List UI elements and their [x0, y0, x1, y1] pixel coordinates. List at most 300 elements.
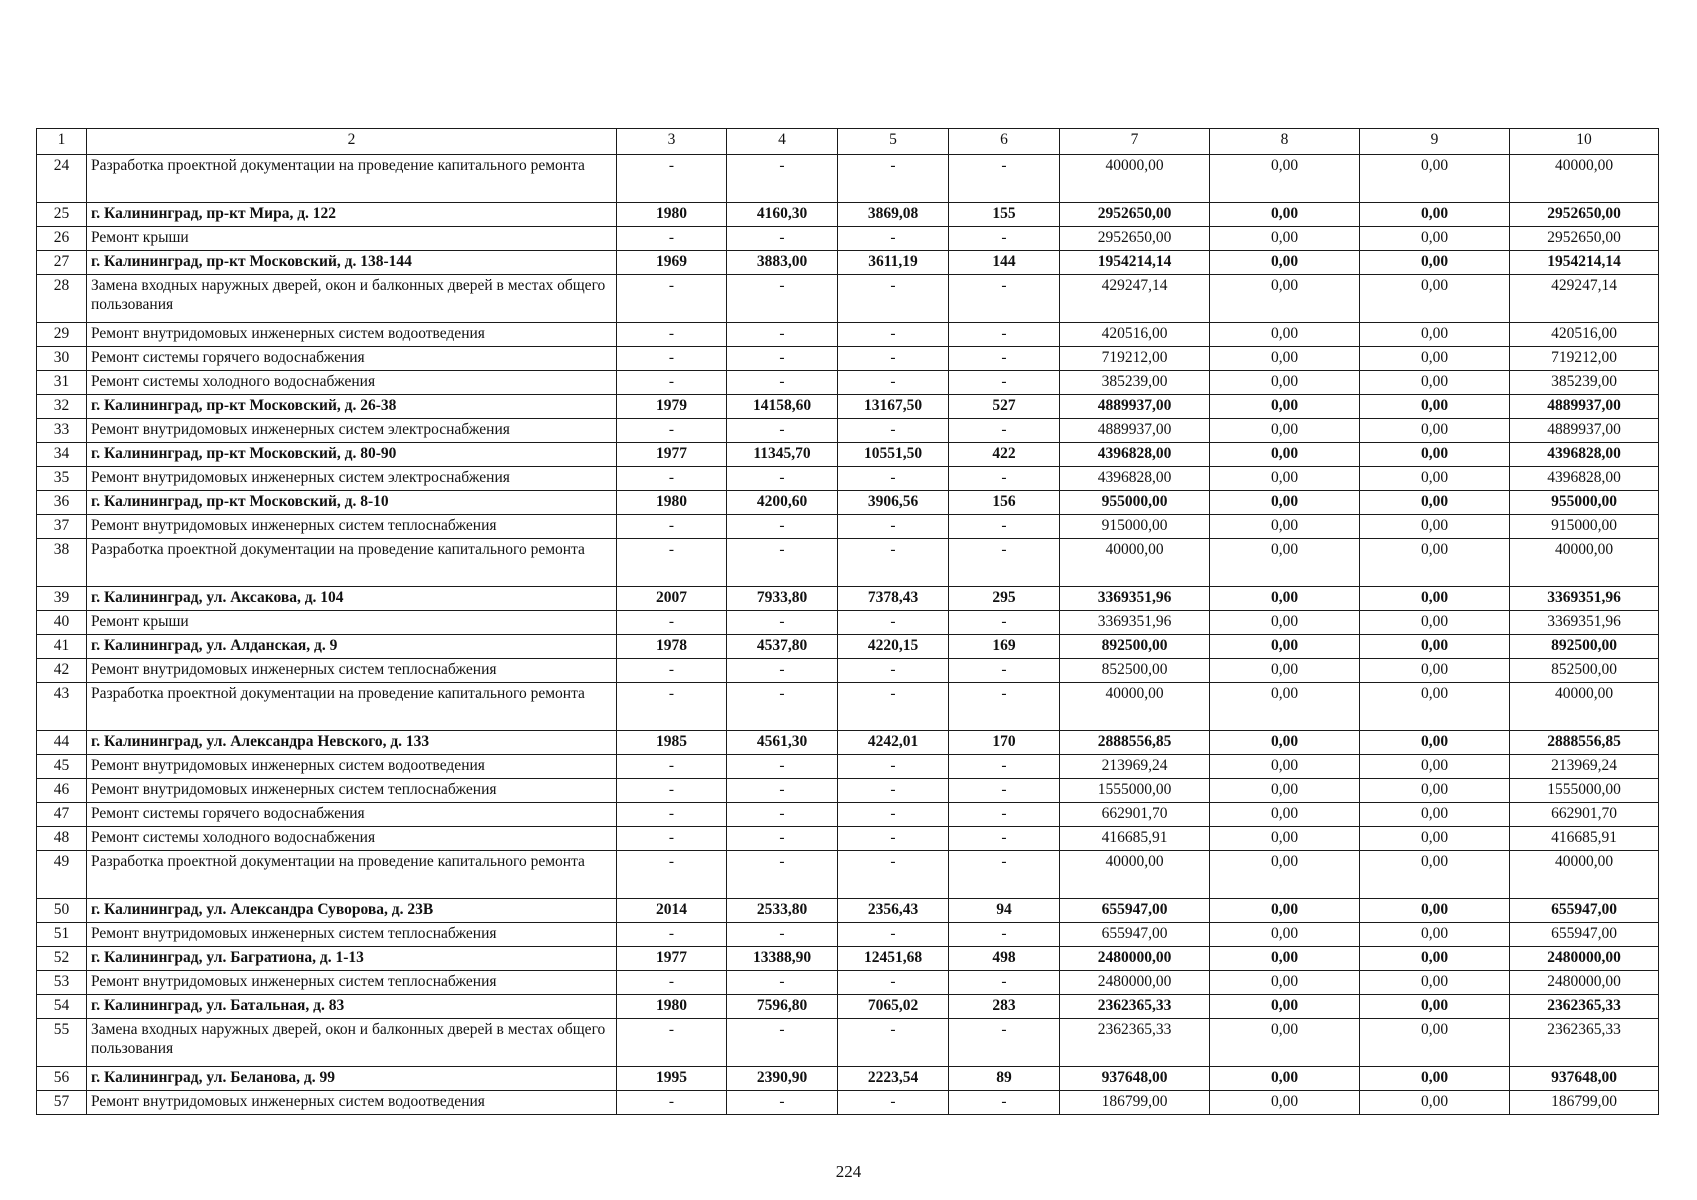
column-9-cell: 0,00	[1360, 899, 1510, 923]
column-10-cell: 4396828,00	[1510, 467, 1659, 491]
total-area-cell: -	[727, 539, 838, 587]
row-number-cell: 43	[37, 683, 87, 731]
living-area-cell: -	[838, 755, 949, 779]
column-10-cell: 385239,00	[1510, 371, 1659, 395]
total-area-cell: 7596,80	[727, 995, 838, 1019]
column-10-cell: 420516,00	[1510, 323, 1659, 347]
living-area-cell: 3869,08	[838, 203, 949, 227]
residents-cell: -	[949, 539, 1060, 587]
column-10-cell: 3369351,96	[1510, 587, 1659, 611]
residents-cell: -	[949, 971, 1060, 995]
year-cell: 1995	[617, 1067, 727, 1091]
column-8-cell: 0,00	[1210, 803, 1360, 827]
table-row	[37, 611, 1659, 635]
table-row	[37, 467, 1659, 491]
table-row	[37, 419, 1659, 443]
item-name-cell: Разработка проектной документации на проведение капитального ремонта	[87, 155, 617, 203]
year-cell: -	[617, 803, 727, 827]
living-area-cell: 2356,43	[838, 899, 949, 923]
column-9-cell: 0,00	[1360, 347, 1510, 371]
year-cell: -	[617, 611, 727, 635]
column-8-cell: 0,00	[1210, 515, 1360, 539]
row-number-cell: 38	[37, 539, 87, 587]
living-area-cell: 7378,43	[838, 587, 949, 611]
year-cell: -	[617, 155, 727, 203]
column-9-cell: 0,00	[1360, 203, 1510, 227]
total-area-cell: -	[727, 1091, 838, 1115]
living-area-cell: -	[838, 539, 949, 587]
column-8-cell: 0,00	[1210, 1067, 1360, 1091]
total-cost-cell: 655947,00	[1060, 899, 1210, 923]
column-8-cell: 0,00	[1210, 683, 1360, 731]
header-cell: 2	[87, 129, 617, 155]
year-cell: 1980	[617, 491, 727, 515]
table-row	[37, 923, 1659, 947]
column-8-cell: 0,00	[1210, 851, 1360, 899]
total-area-cell: 13388,90	[727, 947, 838, 971]
page-number: 224	[835, 1162, 862, 1181]
item-name-cell: Ремонт внутридомовых инженерных систем водоотведения	[87, 755, 617, 779]
column-9-cell: 0,00	[1360, 683, 1510, 731]
column-8-cell: 0,00	[1210, 443, 1360, 467]
total-cost-cell: 429247,14	[1060, 275, 1210, 323]
column-9-cell: 0,00	[1360, 635, 1510, 659]
column-10-cell: 213969,24	[1510, 755, 1659, 779]
column-8-cell: 0,00	[1210, 203, 1360, 227]
column-9-cell: 0,00	[1360, 275, 1510, 323]
living-area-cell: -	[838, 683, 949, 731]
year-cell: -	[617, 755, 727, 779]
total-cost-cell: 4396828,00	[1060, 443, 1210, 467]
year-cell: 1980	[617, 203, 727, 227]
living-area-cell: -	[838, 323, 949, 347]
column-9-cell: 0,00	[1360, 467, 1510, 491]
year-cell: -	[617, 659, 727, 683]
row-number-cell: 44	[37, 731, 87, 755]
item-name-cell: Ремонт внутридомовых инженерных систем электроснабжения	[87, 419, 617, 443]
living-area-cell: -	[838, 515, 949, 539]
column-8-cell: 0,00	[1210, 467, 1360, 491]
residents-cell: -	[949, 227, 1060, 251]
total-cost-cell: 385239,00	[1060, 371, 1210, 395]
column-8-cell: 0,00	[1210, 323, 1360, 347]
row-number-cell: 33	[37, 419, 87, 443]
residents-cell: -	[949, 659, 1060, 683]
row-number-cell: 24	[37, 155, 87, 203]
table-row	[37, 899, 1659, 923]
year-cell: -	[617, 347, 727, 371]
year-cell: -	[617, 419, 727, 443]
year-cell: -	[617, 683, 727, 731]
total-area-cell: 4561,30	[727, 731, 838, 755]
total-area-cell: -	[727, 971, 838, 995]
column-9-cell: 0,00	[1360, 395, 1510, 419]
year-cell: 2007	[617, 587, 727, 611]
item-name-cell: Ремонт крыши	[87, 611, 617, 635]
table-row	[37, 803, 1659, 827]
column-9-cell: 0,00	[1360, 323, 1510, 347]
column-10-cell: 852500,00	[1510, 659, 1659, 683]
column-9-cell: 0,00	[1360, 251, 1510, 275]
column-9-cell: 0,00	[1360, 995, 1510, 1019]
item-name-cell: г. Калининград, ул. Александра Суворова, д. 23В	[87, 899, 617, 923]
total-cost-cell: 2480000,00	[1060, 947, 1210, 971]
item-name-cell: Ремонт внутридомовых инженерных систем водоотведения	[87, 323, 617, 347]
header-cell: 7	[1060, 129, 1210, 155]
item-name-cell: Разработка проектной документации на проведение капитального ремонта	[87, 851, 617, 899]
table-row	[37, 971, 1659, 995]
column-9-cell: 0,00	[1360, 1019, 1510, 1067]
table-row	[37, 491, 1659, 515]
table-row	[37, 203, 1659, 227]
column-10-cell: 416685,91	[1510, 827, 1659, 851]
column-9-cell: 0,00	[1360, 827, 1510, 851]
residents-cell: 89	[949, 1067, 1060, 1091]
table-row	[37, 347, 1659, 371]
living-area-cell: -	[838, 1091, 949, 1115]
residents-cell: 527	[949, 395, 1060, 419]
table-row	[37, 155, 1659, 203]
row-number-cell: 55	[37, 1019, 87, 1067]
table-body	[37, 155, 1659, 1115]
residents-cell: -	[949, 611, 1060, 635]
column-8-cell: 0,00	[1210, 731, 1360, 755]
item-name-cell: г. Калининград, ул. Батальная, д. 83	[87, 995, 617, 1019]
column-10-cell: 429247,14	[1510, 275, 1659, 323]
row-number-cell: 35	[37, 467, 87, 491]
total-area-cell: 4537,80	[727, 635, 838, 659]
total-cost-cell: 655947,00	[1060, 923, 1210, 947]
living-area-cell: 2223,54	[838, 1067, 949, 1091]
row-number-cell: 54	[37, 995, 87, 1019]
living-area-cell: -	[838, 227, 949, 251]
column-8-cell: 0,00	[1210, 227, 1360, 251]
column-10-cell: 2362365,33	[1510, 995, 1659, 1019]
total-cost-cell: 4889937,00	[1060, 395, 1210, 419]
table-row	[37, 659, 1659, 683]
year-cell: -	[617, 923, 727, 947]
living-area-cell: -	[838, 1019, 949, 1067]
residents-cell: 422	[949, 443, 1060, 467]
column-9-cell: 0,00	[1360, 731, 1510, 755]
column-8-cell: 0,00	[1210, 347, 1360, 371]
table-row	[37, 683, 1659, 731]
table-row	[37, 443, 1659, 467]
column-8-cell: 0,00	[1210, 419, 1360, 443]
item-name-cell: г. Калининград, пр-кт Московский, д. 26-38	[87, 395, 617, 419]
total-area-cell: -	[727, 923, 838, 947]
living-area-cell: 4242,01	[838, 731, 949, 755]
item-name-cell: Ремонт крыши	[87, 227, 617, 251]
column-8-cell: 0,00	[1210, 755, 1360, 779]
column-10-cell: 3369351,96	[1510, 611, 1659, 635]
residents-cell: 156	[949, 491, 1060, 515]
column-10-cell: 40000,00	[1510, 155, 1659, 203]
living-area-cell: -	[838, 371, 949, 395]
column-9-cell: 0,00	[1360, 779, 1510, 803]
column-8-cell: 0,00	[1210, 275, 1360, 323]
table-row	[37, 1019, 1659, 1067]
total-area-cell: -	[727, 611, 838, 635]
total-cost-cell: 416685,91	[1060, 827, 1210, 851]
row-number-cell: 28	[37, 275, 87, 323]
header-cell: 4	[727, 129, 838, 155]
column-8-cell: 0,00	[1210, 371, 1360, 395]
item-name-cell: г. Калининград, ул. Александра Невского, д. 133	[87, 731, 617, 755]
header-cell: 8	[1210, 129, 1360, 155]
total-cost-cell: 40000,00	[1060, 851, 1210, 899]
row-number-cell: 32	[37, 395, 87, 419]
year-cell: -	[617, 1019, 727, 1067]
row-number-cell: 51	[37, 923, 87, 947]
total-cost-cell: 420516,00	[1060, 323, 1210, 347]
total-cost-cell: 2362365,33	[1060, 1019, 1210, 1067]
column-8-cell: 0,00	[1210, 1019, 1360, 1067]
column-10-cell: 937648,00	[1510, 1067, 1659, 1091]
column-9-cell: 0,00	[1360, 947, 1510, 971]
year-cell: -	[617, 275, 727, 323]
year-cell: 1969	[617, 251, 727, 275]
row-number-cell: 47	[37, 803, 87, 827]
residents-cell: -	[949, 851, 1060, 899]
item-name-cell: Ремонт внутридомовых инженерных систем теплоснабжения	[87, 515, 617, 539]
living-area-cell: -	[838, 347, 949, 371]
residents-cell: -	[949, 755, 1060, 779]
header-cell: 3	[617, 129, 727, 155]
year-cell: 1979	[617, 395, 727, 419]
row-number-cell: 56	[37, 1067, 87, 1091]
column-9-cell: 0,00	[1360, 227, 1510, 251]
total-cost-cell: 186799,00	[1060, 1091, 1210, 1115]
table-row	[37, 995, 1659, 1019]
residents-cell: -	[949, 275, 1060, 323]
year-cell: 1985	[617, 731, 727, 755]
column-10-cell: 2362365,33	[1510, 1019, 1659, 1067]
table-row	[37, 827, 1659, 851]
row-number-cell: 31	[37, 371, 87, 395]
residents-cell: 94	[949, 899, 1060, 923]
column-10-cell: 4396828,00	[1510, 443, 1659, 467]
column-9-cell: 0,00	[1360, 851, 1510, 899]
residents-cell: -	[949, 1019, 1060, 1067]
column-8-cell: 0,00	[1210, 491, 1360, 515]
total-cost-cell: 662901,70	[1060, 803, 1210, 827]
total-cost-cell: 2362365,33	[1060, 995, 1210, 1019]
table-row	[37, 275, 1659, 323]
row-number-cell: 40	[37, 611, 87, 635]
total-cost-cell: 3369351,96	[1060, 611, 1210, 635]
table-row	[37, 779, 1659, 803]
total-cost-cell: 2480000,00	[1060, 971, 1210, 995]
total-cost-cell: 4889937,00	[1060, 419, 1210, 443]
column-10-cell: 40000,00	[1510, 851, 1659, 899]
residents-cell: -	[949, 323, 1060, 347]
item-name-cell: Ремонт системы горячего водоснабжения	[87, 347, 617, 371]
row-number-cell: 46	[37, 779, 87, 803]
residents-cell: -	[949, 419, 1060, 443]
column-8-cell: 0,00	[1210, 539, 1360, 587]
column-10-cell: 2952650,00	[1510, 227, 1659, 251]
year-cell: -	[617, 827, 727, 851]
total-area-cell: -	[727, 827, 838, 851]
residents-cell: -	[949, 923, 1060, 947]
year-cell: -	[617, 467, 727, 491]
living-area-cell: -	[838, 779, 949, 803]
row-number-cell: 50	[37, 899, 87, 923]
residents-cell: -	[949, 467, 1060, 491]
year-cell: -	[617, 1091, 727, 1115]
total-cost-cell: 4396828,00	[1060, 467, 1210, 491]
capital-repair-table	[36, 128, 1659, 1115]
living-area-cell: 13167,50	[838, 395, 949, 419]
column-8-cell: 0,00	[1210, 827, 1360, 851]
total-cost-cell: 852500,00	[1060, 659, 1210, 683]
year-cell: -	[617, 227, 727, 251]
column-8-cell: 0,00	[1210, 971, 1360, 995]
year-cell: -	[617, 323, 727, 347]
column-10-cell: 2888556,85	[1510, 731, 1659, 755]
row-number-cell: 48	[37, 827, 87, 851]
column-10-cell: 892500,00	[1510, 635, 1659, 659]
column-10-cell: 655947,00	[1510, 923, 1659, 947]
year-cell: -	[617, 539, 727, 587]
residents-cell: -	[949, 347, 1060, 371]
year-cell: -	[617, 515, 727, 539]
year-cell: 1980	[617, 995, 727, 1019]
total-area-cell: 2533,80	[727, 899, 838, 923]
column-9-cell: 0,00	[1360, 419, 1510, 443]
column-9-cell: 0,00	[1360, 155, 1510, 203]
table-row	[37, 1091, 1659, 1115]
residents-cell: 283	[949, 995, 1060, 1019]
column-8-cell: 0,00	[1210, 251, 1360, 275]
column-10-cell: 40000,00	[1510, 539, 1659, 587]
column-10-cell: 40000,00	[1510, 683, 1659, 731]
table-row	[37, 323, 1659, 347]
total-cost-cell: 40000,00	[1060, 155, 1210, 203]
year-cell: -	[617, 371, 727, 395]
table-row	[37, 371, 1659, 395]
item-name-cell: г. Калининград, ул. Алданская, д. 9	[87, 635, 617, 659]
total-area-cell: -	[727, 371, 838, 395]
table-row	[37, 227, 1659, 251]
total-cost-cell: 2952650,00	[1060, 227, 1210, 251]
row-number-cell: 39	[37, 587, 87, 611]
total-cost-cell: 213969,24	[1060, 755, 1210, 779]
column-8-cell: 0,00	[1210, 611, 1360, 635]
column-8-cell: 0,00	[1210, 779, 1360, 803]
living-area-cell: -	[838, 467, 949, 491]
residents-cell: 144	[949, 251, 1060, 275]
column-8-cell: 0,00	[1210, 923, 1360, 947]
living-area-cell: 3611,19	[838, 251, 949, 275]
total-cost-cell: 1555000,00	[1060, 779, 1210, 803]
total-area-cell: -	[727, 275, 838, 323]
column-9-cell: 0,00	[1360, 971, 1510, 995]
residents-cell: -	[949, 155, 1060, 203]
living-area-cell: 12451,68	[838, 947, 949, 971]
item-name-cell: Ремонт системы холодного водоснабжения	[87, 371, 617, 395]
header-cell: 6	[949, 129, 1060, 155]
header-cell: 10	[1510, 129, 1659, 155]
row-number-cell: 52	[37, 947, 87, 971]
column-10-cell: 915000,00	[1510, 515, 1659, 539]
column-8-cell: 0,00	[1210, 995, 1360, 1019]
column-8-cell: 0,00	[1210, 1091, 1360, 1115]
item-name-cell: г. Калининград, ул. Багратиона, д. 1-13	[87, 947, 617, 971]
total-area-cell: -	[727, 347, 838, 371]
column-8-cell: 0,00	[1210, 899, 1360, 923]
year-cell: 1978	[617, 635, 727, 659]
item-name-cell: г. Калининград, пр-кт Мира, д. 122	[87, 203, 617, 227]
table-row	[37, 539, 1659, 587]
living-area-cell: 10551,50	[838, 443, 949, 467]
total-area-cell: -	[727, 419, 838, 443]
total-area-cell: 4160,30	[727, 203, 838, 227]
total-area-cell: 4200,60	[727, 491, 838, 515]
total-area-cell: -	[727, 659, 838, 683]
total-cost-cell: 955000,00	[1060, 491, 1210, 515]
column-10-cell: 2480000,00	[1510, 971, 1659, 995]
living-area-cell: -	[838, 923, 949, 947]
column-number-header-row	[37, 129, 1659, 155]
residents-cell: -	[949, 683, 1060, 731]
row-number-cell: 37	[37, 515, 87, 539]
item-name-cell: г. Калининград, пр-кт Московский, д. 8-10	[87, 491, 617, 515]
living-area-cell: -	[838, 851, 949, 899]
total-area-cell: 7933,80	[727, 587, 838, 611]
total-cost-cell: 40000,00	[1060, 539, 1210, 587]
total-area-cell: 3883,00	[727, 251, 838, 275]
residents-cell: 498	[949, 947, 1060, 971]
residents-cell: -	[949, 371, 1060, 395]
residents-cell: 170	[949, 731, 1060, 755]
item-name-cell: Ремонт внутридомовых инженерных систем электроснабжения	[87, 467, 617, 491]
total-area-cell: 2390,90	[727, 1067, 838, 1091]
column-9-cell: 0,00	[1360, 755, 1510, 779]
year-cell: -	[617, 779, 727, 803]
table-row	[37, 587, 1659, 611]
total-area-cell: -	[727, 779, 838, 803]
item-name-cell: г. Калининград, пр-кт Московский, д. 138-144	[87, 251, 617, 275]
column-9-cell: 0,00	[1360, 659, 1510, 683]
total-area-cell: -	[727, 323, 838, 347]
residents-cell: -	[949, 1091, 1060, 1115]
column-8-cell: 0,00	[1210, 947, 1360, 971]
column-10-cell: 655947,00	[1510, 899, 1659, 923]
table-row	[37, 947, 1659, 971]
year-cell: 1977	[617, 947, 727, 971]
total-area-cell: -	[727, 803, 838, 827]
total-area-cell: -	[727, 755, 838, 779]
item-name-cell: Ремонт внутридомовых инженерных систем водоотведения	[87, 1091, 617, 1115]
total-cost-cell: 2888556,85	[1060, 731, 1210, 755]
column-9-cell: 0,00	[1360, 1067, 1510, 1091]
header-cell: 9	[1360, 129, 1510, 155]
item-name-cell: Ремонт системы холодного водоснабжения	[87, 827, 617, 851]
column-10-cell: 2952650,00	[1510, 203, 1659, 227]
row-number-cell: 42	[37, 659, 87, 683]
living-area-cell: -	[838, 611, 949, 635]
column-8-cell: 0,00	[1210, 635, 1360, 659]
item-name-cell: Ремонт внутридомовых инженерных систем теплоснабжения	[87, 923, 617, 947]
table-row	[37, 251, 1659, 275]
row-number-cell: 29	[37, 323, 87, 347]
residents-cell: 155	[949, 203, 1060, 227]
living-area-cell: -	[838, 803, 949, 827]
year-cell: -	[617, 851, 727, 899]
total-area-cell: -	[727, 1019, 838, 1067]
